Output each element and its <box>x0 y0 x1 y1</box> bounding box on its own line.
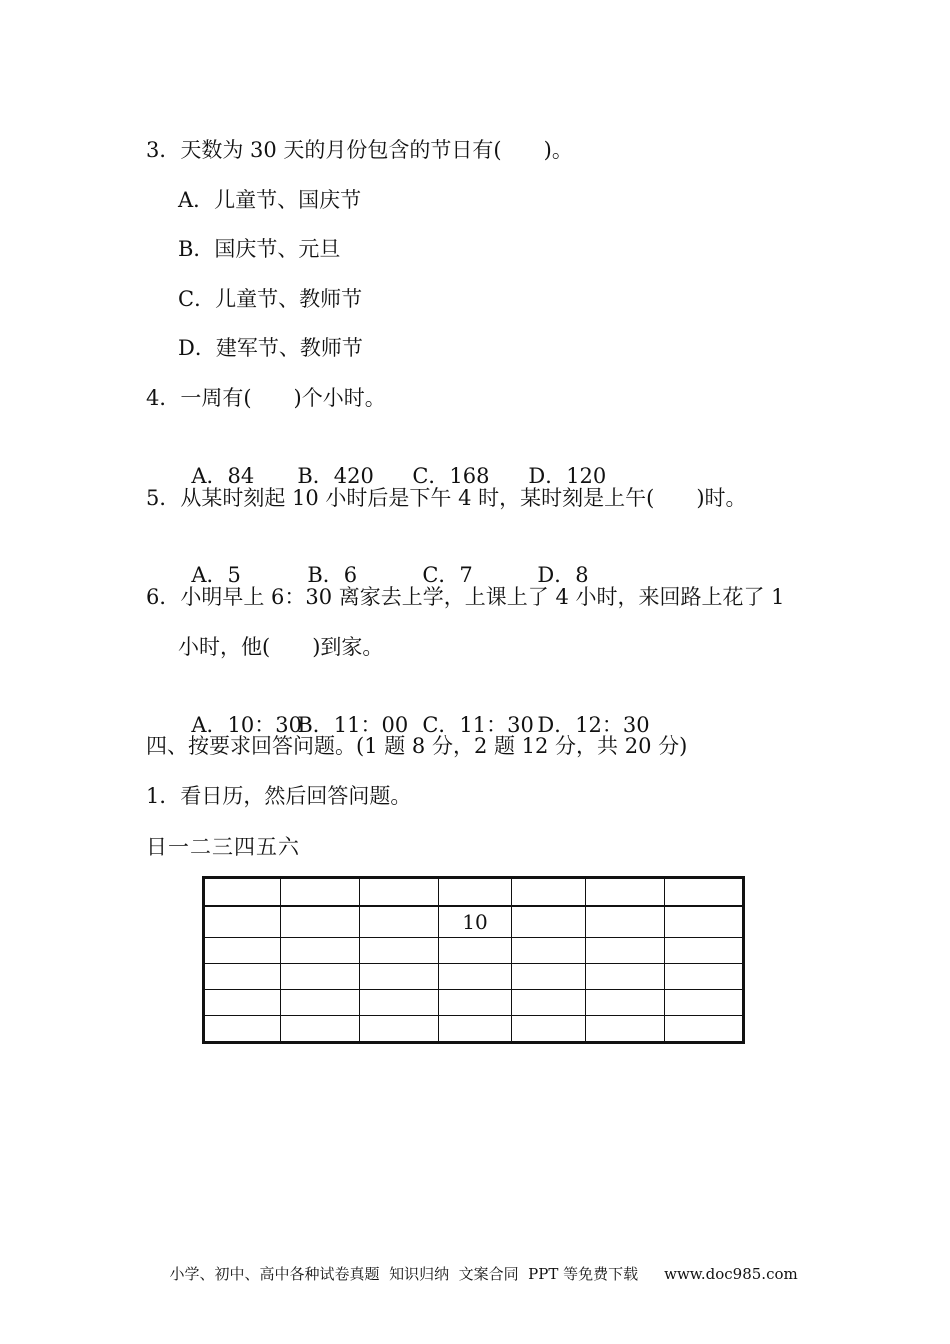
q6-option-d: D．12：30 <box>537 713 650 737</box>
calendar-cell <box>665 990 744 1016</box>
calendar-cell <box>665 964 744 990</box>
q4-stem: 4．一周有( )个小时。 <box>146 386 386 410</box>
calendar-cell <box>586 878 665 907</box>
calendar-cell <box>665 878 744 907</box>
calendar-cell <box>438 990 512 1016</box>
calendar-cell <box>512 990 586 1016</box>
q4-option-c: C．168 <box>412 464 490 488</box>
q6-stem-line2: 小时，他( )到家。 <box>178 635 384 659</box>
calendar-cell <box>438 878 512 907</box>
calendar-cell <box>359 964 438 990</box>
calendar-cell <box>512 938 586 964</box>
calendar-cell <box>204 906 281 938</box>
q4-option-d: D．120 <box>528 464 607 488</box>
calendar-week-row <box>204 964 744 990</box>
q3-option-a: A．儿童节、国庆节 <box>178 188 362 212</box>
q5-option-d: D．8 <box>537 563 589 587</box>
calendar-cell <box>280 878 359 907</box>
calendar-cell <box>204 1016 281 1043</box>
calendar-cell <box>280 906 359 938</box>
calendar-cell <box>359 938 438 964</box>
calendar-cell <box>204 964 281 990</box>
q4-options <box>178 434 606 490</box>
footer-url[interactable]: www.doc985.com <box>664 1265 798 1283</box>
calendar-cell <box>512 906 586 938</box>
calendar-week-row <box>204 990 744 1016</box>
calendar-cell <box>204 878 281 907</box>
calendar-cell <box>586 964 665 990</box>
q5-option-c: C．7 <box>422 563 473 587</box>
calendar-cell <box>586 1016 665 1043</box>
q6-option-a: A．10：30 <box>191 713 302 737</box>
calendar-cell-day-10: 10 <box>438 906 512 938</box>
q5-option-b: B．6 <box>307 563 358 587</box>
calendar-week-row <box>204 906 744 938</box>
calendar-cell <box>359 990 438 1016</box>
calendar-week-row <box>204 938 744 964</box>
calendar-weekday-header: 日一二三四五六 <box>146 835 300 859</box>
calendar-cell <box>438 964 512 990</box>
q6-options <box>178 683 650 739</box>
calendar-table <box>202 876 745 1044</box>
calendar-cell <box>665 938 744 964</box>
q6-stem-line1: 6．小明早上 6：30 离家去上学，上课上了 4 小时，来回路上花了 1 <box>146 585 785 609</box>
calendar-week-row <box>204 1016 744 1043</box>
q3-option-c: C．儿童节、教师节 <box>178 287 363 311</box>
calendar-cell <box>280 990 359 1016</box>
footer-text: 小学、初中、高中各种试卷真题 知识归纳 文案合同 PPT 等免费下载 <box>169 1265 639 1283</box>
calendar-header-row <box>204 878 744 907</box>
q5-options <box>178 533 589 589</box>
calendar-cell <box>204 938 281 964</box>
q3-option-b: B．国庆节、元旦 <box>178 237 341 261</box>
q6-option-c: C．11：30 <box>422 713 534 737</box>
calendar-cell <box>204 990 281 1016</box>
calendar-cell <box>586 938 665 964</box>
calendar-cell <box>512 1016 586 1043</box>
section4-q1-stem: 1．看日历，然后回答问题。 <box>146 784 412 808</box>
calendar-cell <box>665 1016 744 1043</box>
q4-option-b: B．420 <box>297 464 374 488</box>
calendar-cell <box>438 938 512 964</box>
section4-title: 四、按要求回答问题。(1 题 8 分，2 题 12 分，共 20 分) <box>146 734 688 758</box>
calendar-cell <box>359 906 438 938</box>
calendar-cell <box>586 906 665 938</box>
calendar-cell <box>280 1016 359 1043</box>
q3-option-d: D．建军节、教师节 <box>178 336 363 360</box>
calendar-cell <box>359 878 438 907</box>
calendar-cell <box>586 990 665 1016</box>
calendar-cell <box>512 878 586 907</box>
q5-stem: 5．从某时刻起 10 小时后是下午 4 时，某时刻是上午( )时。 <box>146 486 747 510</box>
calendar-cell <box>280 938 359 964</box>
calendar-cell <box>359 1016 438 1043</box>
page-footer <box>160 1244 798 1284</box>
calendar-cell <box>665 906 744 938</box>
calendar-cell <box>280 964 359 990</box>
calendar-cell <box>512 964 586 990</box>
calendar-cell <box>438 1016 512 1043</box>
q5-option-a: A．5 <box>191 563 241 587</box>
q6-option-b: B．11：00 <box>297 713 409 737</box>
q3-stem: 3．天数为 30 天的月份包含的节日有( )。 <box>146 138 573 162</box>
q4-option-a: A．84 <box>191 464 255 488</box>
